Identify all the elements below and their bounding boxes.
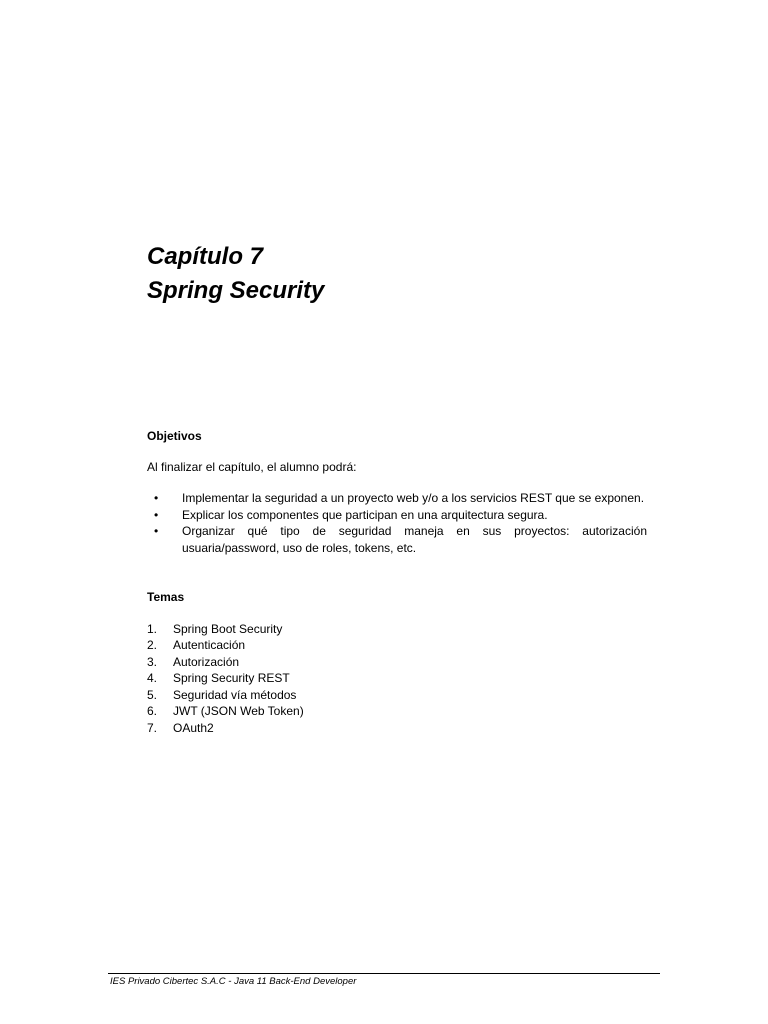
topic-number: 2.	[147, 638, 158, 652]
bullet-icon: •	[154, 524, 159, 538]
objective-item	[147, 507, 647, 524]
objective-item	[147, 523, 647, 556]
topic-label: Autorización	[173, 654, 240, 669]
objective-text: Explicar los componentes que participan en una arquitectura segura.	[182, 507, 548, 522]
topic-number: 7.	[147, 720, 158, 735]
topic-item	[147, 670, 647, 687]
topic-label: Spring Security REST	[173, 671, 290, 685]
topic-item	[147, 703, 647, 720]
bullet-icon: •	[154, 491, 159, 505]
objectives-intro: Al finalizar el capítulo, el alumno podrá:	[147, 459, 357, 474]
objective-text: Implementar la seguridad a un proyecto web y/o a los servicios REST que se exponen.	[182, 491, 645, 505]
chapter-name: Spring Security	[147, 277, 325, 304]
topics-list	[147, 621, 647, 737]
objective-item	[147, 490, 647, 507]
objectives-list	[147, 490, 647, 556]
topic-label: Autenticación	[173, 638, 246, 652]
topic-label: OAuth2	[173, 720, 214, 735]
chapter-content	[147, 428, 647, 736]
chapter-title	[147, 240, 324, 308]
topic-item	[147, 621, 647, 638]
topic-item	[147, 687, 647, 704]
chapter-number: Capítulo 7	[147, 243, 264, 270]
objective-text: Organizar qué tipo de seguridad maneja en sus proyectos: autorización usuaria/password, uso de roles, tokens, etc.	[182, 524, 647, 555]
topic-item	[147, 654, 647, 671]
page-footer: IES Privado Cibertec S.A.C - Java 11 Back-End Developer	[110, 976, 357, 987]
topic-label: Seguridad vía métodos	[173, 687, 297, 702]
objectives-heading: Objetivos	[147, 429, 202, 443]
topic-number: 5.	[147, 687, 158, 702]
topic-number: 1.	[147, 621, 158, 636]
topic-item	[147, 720, 647, 737]
bullet-icon: •	[154, 507, 159, 522]
topic-number: 3.	[147, 654, 158, 669]
topic-item	[147, 637, 647, 654]
footer-divider	[108, 973, 660, 974]
topic-number: 4.	[147, 671, 158, 685]
topics-heading: Temas	[147, 590, 185, 604]
topic-label: JWT (JSON Web Token)	[173, 704, 304, 718]
topic-number: 6.	[147, 704, 158, 718]
topic-label: Spring Boot Security	[173, 621, 283, 636]
